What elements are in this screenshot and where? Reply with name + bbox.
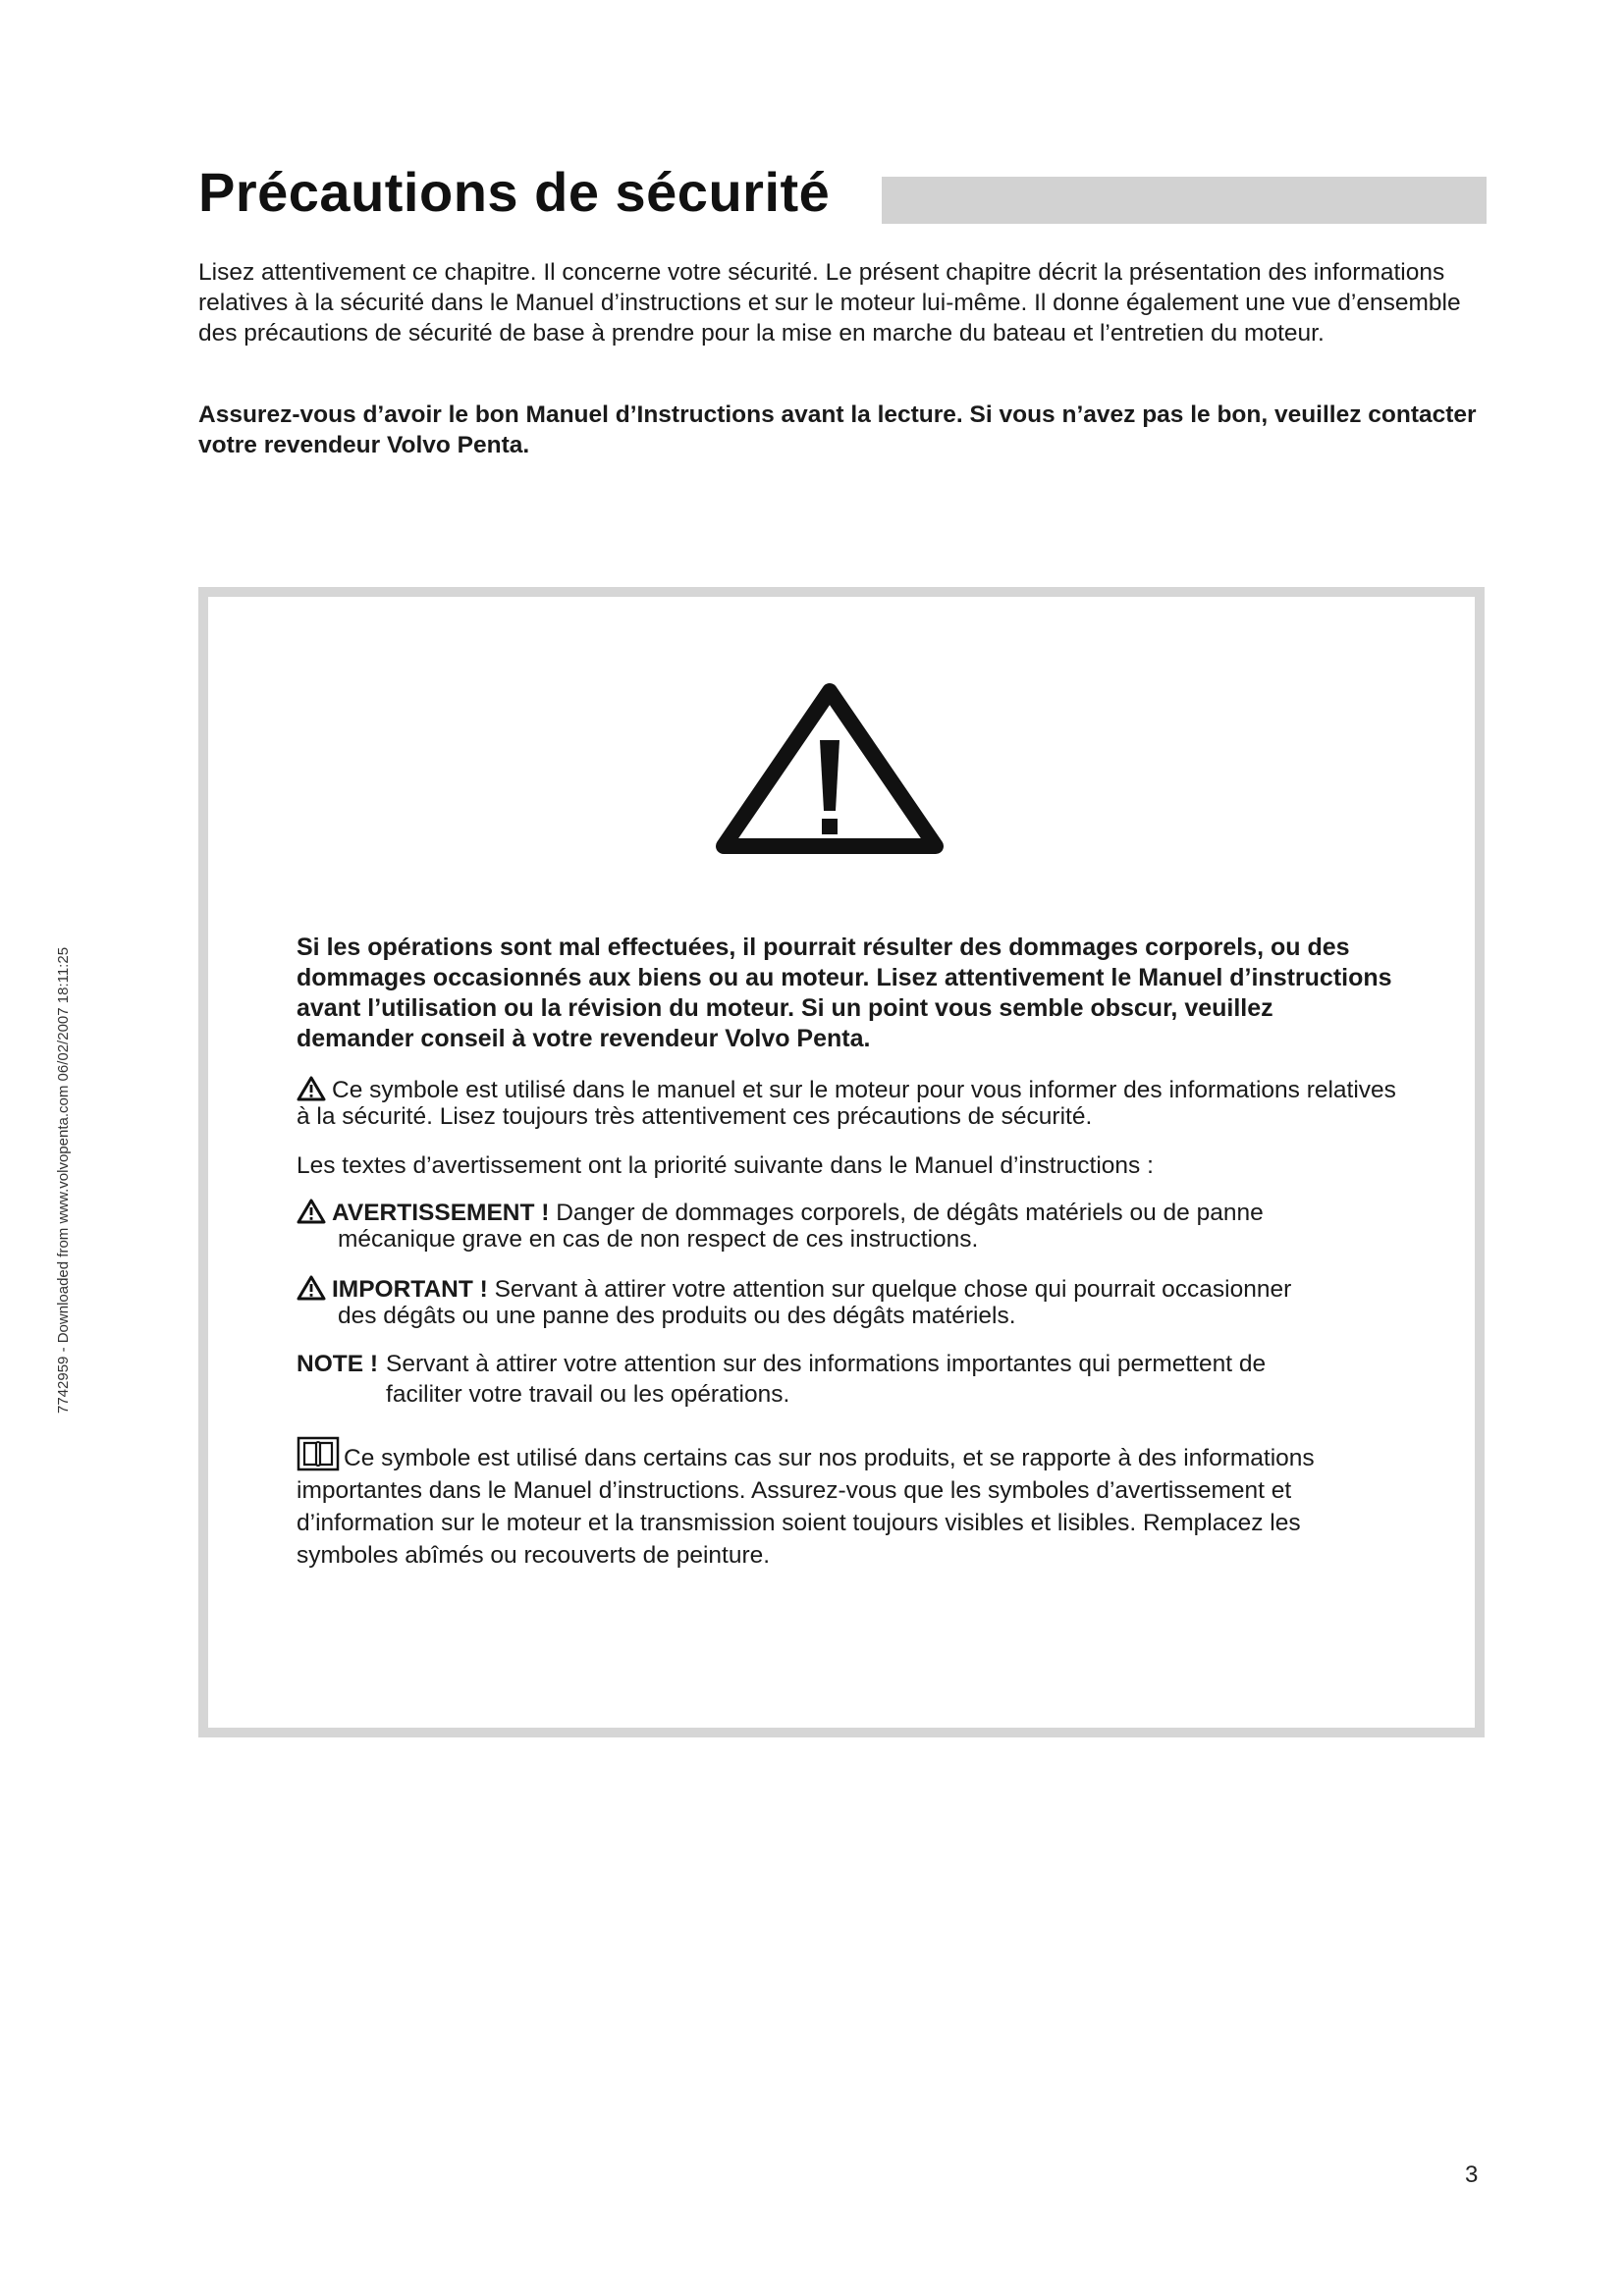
warning-triangle-icon (297, 1076, 326, 1101)
avertissement-text-line1: Danger de dommages corporels, de dégâts matériels ou de panne (556, 1200, 1264, 1226)
important-text-line1: Servant à attirer votre attention sur quelque chose qui pourrait occasionner (494, 1276, 1292, 1303)
warning-triangle-icon (297, 1199, 326, 1224)
important-text-line2: des dégâts ou une panne des produits ou des dégâts matériels. (338, 1303, 1016, 1329)
avertissement-label: AVERTISSEMENT ! (332, 1200, 550, 1226)
intro-paragraph: Lisez attentivement ce chapitre. Il concerne votre sécurité. Le présent chapitre décrit la présentation des informations relatives à la sécurité dans le Manuel d’instructions et sur le moteur lui-même. Il donne également une vue d’ensemble des précautions de sécurité de base à prendre pour la mise en marche du bateau et l’entretien du moteur. (198, 259, 1461, 347)
intro-bold-paragraph: Assurez-vous d’avoir le bon Manuel d’Instructions avant la lecture. Si vous n’avez pas le bon, veuillez contacter votre revendeur Volvo Penta. (198, 401, 1477, 458)
note-text-line1: Servant à attirer votre attention sur des informations importantes qui permettent de (386, 1351, 1267, 1377)
warning-bold-paragraph: Si les opérations sont mal effectuées, il pourrait résulter des dommages corporels, ou des dommages occasionnés aux biens ou au moteur. Lisez attentivement le Manuel d’instructions avant l’utilisation ou la révision du moteur. Si un point vous semble obscur, veuillez demander conseil à votre revendeur Volvo Penta. (297, 934, 1392, 1052)
page-title: Précautions de sécurité (198, 161, 831, 223)
important-label: IMPORTANT ! (332, 1276, 488, 1303)
warning-triangle-icon (712, 677, 947, 860)
avertissement-text-line2: mécanique grave en cas de non respect de ces instructions. (338, 1226, 979, 1253)
book-icon (297, 1436, 340, 1471)
symbol-explanation-text: Ce symbole est utilisé dans le manuel et sur le moteur pour vous informer des informations relatives à la sécurité. Lisez toujours très attentivement ces précautions de sécurité. (297, 1077, 1396, 1130)
important-block (297, 1275, 1396, 1329)
note-block (297, 1349, 1396, 1410)
book-symbol-paragraph (297, 1436, 1396, 1572)
book-symbol-text: Ce symbole est utilisé dans certains cas sur nos produits, et se rapporte à des informations importantes dans le Manuel d’instructions. Assurez-vous que les symboles d’avertissement et d’information sur le moteur et la transmission soient toujours visibles et lisibles. Remplacez les symboles abîmés ou recouverts de peinture. (297, 1445, 1315, 1569)
page-number: 3 (1465, 2162, 1479, 2188)
download-stamp: 7742959 - Downloaded from www.volvopenta.com 06/02/2007 18:11:25 (55, 946, 72, 1414)
note-label: NOTE ! (297, 1351, 379, 1377)
avertissement-block (297, 1199, 1396, 1253)
note-body (386, 1349, 1266, 1410)
symbol-explanation (297, 1076, 1396, 1130)
note-text-line2: faciliter votre travail ou les opérations. (386, 1381, 790, 1408)
title-decoration-bar (882, 177, 1487, 224)
priority-text: Les textes d’avertissement ont la priorité suivante dans le Manuel d’instructions : (297, 1152, 1154, 1179)
warning-triangle-icon (297, 1275, 326, 1301)
